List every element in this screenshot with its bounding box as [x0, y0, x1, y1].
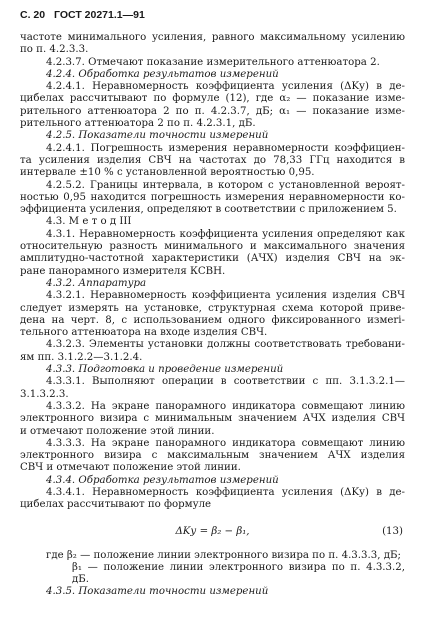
text-line: электронного визира с минимальным значением АЧХ изделия СВЧ [20, 413, 405, 425]
text-line: по п. 4.2.3.3. [20, 44, 89, 56]
text-line: 4.3.3. Подготовка и проведение измерений [46, 364, 284, 376]
standard-code: ГОСТ 20271.1—91 [54, 9, 145, 21]
text-line: интервале ±10 % с установленной вероятностью 0,95. [20, 167, 315, 179]
text-line: 4.2.4.1. Погрешность измерения неравномерности коэффициен- [46, 142, 405, 154]
text-line: 3.1.3.2.3. [20, 388, 69, 400]
text-line: рительного аттенюатора 2 по п. 4.2.3.7, дБ; α₁ — показание изме- [20, 105, 405, 117]
text-line: 4.3.2.1. Неравномерность коэффициента усиления изделия СВЧ [46, 290, 405, 302]
text-line: β₁ — положение линии электронного визира по п. 4.3.3.2, дБ. [72, 561, 405, 586]
page-number: С. 20 [20, 9, 46, 21]
text-line: 4.2.3.7. Отмечают показание измерительного аттенюатора 2. [46, 56, 380, 68]
text-line: где β₂ — положение линии электронного визира по п. 4.3.3.3, дБ; [46, 549, 401, 561]
text-line: 4.3.4. Обработка результатов измерений [46, 474, 279, 486]
text-line: 4.2.4. Обработка результатов измерений [46, 68, 279, 80]
text-line: 4.3.2. Аппаратура [46, 277, 147, 289]
text-line: амплитудно-частотной характеристики (АЧХ) изделия СВЧ на эк- [20, 253, 405, 265]
text-line: цибелах рассчитывают по формуле (12), где α₂ — показание изме- [20, 93, 405, 105]
text-line: дена на черт. 8, с использованием одного фиксированного измеri- [20, 314, 405, 326]
text-line: 4.3.3.2. На экране панорамного индикатора совмещают линию [46, 400, 405, 412]
text-line: 4.3.3.3. На экране панорамного индикатора совмещают линию [46, 437, 405, 449]
formula-expression: ΔKу = β₂ − β₁, [175, 526, 250, 538]
text-line: ям пп. 3.1.2.2—3.1.2.4. [20, 351, 143, 363]
text-line: 4.3. М е т о д III [46, 216, 132, 228]
text-line: 4.3.3.1. Выполняют операции в соответствии с пп. 3.1.3.2.1— [46, 376, 405, 388]
text-line: и отмечают положение этой линии. [20, 425, 215, 437]
text-line: цибелах рассчитывают по формуле [20, 499, 212, 511]
text-line: ране панорамного измерителя КСВН. [20, 265, 226, 277]
text-line: 4.3.2.3. Элементы установки должны соответствовать требовани- [46, 339, 405, 351]
text-line: относительную разность минимального и максимального значения [20, 241, 405, 253]
page-header [20, 8, 405, 22]
text-line: тельного аттенюатора на входе изделия СВЧ. [20, 327, 268, 339]
body-text [20, 32, 405, 512]
text-line: электронного визира с максимальным значением АЧХ изделия [20, 450, 405, 462]
text-line: та усиления изделия СВЧ на частотах до 78,33 ГГц находится в [20, 154, 405, 166]
text-line: эффициента усиления, определяют в соответствии с приложением 5. [20, 204, 397, 216]
text-line: 4.2.5.2. Границы интервала, в котором с установленной вероят- [46, 179, 405, 191]
text-line: рительного аттенюатора 2 по п. 4.2.3.1, дБ. [20, 118, 256, 130]
text-line: СВЧ и отмечают положение этой линии. [20, 462, 241, 474]
formula-13 [20, 522, 405, 544]
text-line: частоте минимального усиления, равного максимальному усилению [20, 32, 405, 43]
text-line: 4.2.4.1. Неравномерность коэффициента усиления (ΔKу) в де- [46, 81, 405, 93]
formula-legend [20, 550, 405, 599]
text-line: ностью 0,95 находится погрешность измерения неравномерности ко- [20, 191, 405, 203]
text-line: 4.3.5. Показатели точности измерений [46, 586, 269, 598]
text-line: 4.3.4.1. Неравномерность коэффициента усиления (ΔKу) в де- [46, 486, 405, 498]
text-line: 4.2.5. Показатели точности измерений [46, 130, 269, 142]
formula-number: (13) [382, 526, 403, 538]
text-line: 4.3.1. Неравномерность коэффициента усиления определяют как [46, 228, 405, 240]
text-line: следует измерять на установке, структурная схема которой приве- [20, 302, 405, 314]
